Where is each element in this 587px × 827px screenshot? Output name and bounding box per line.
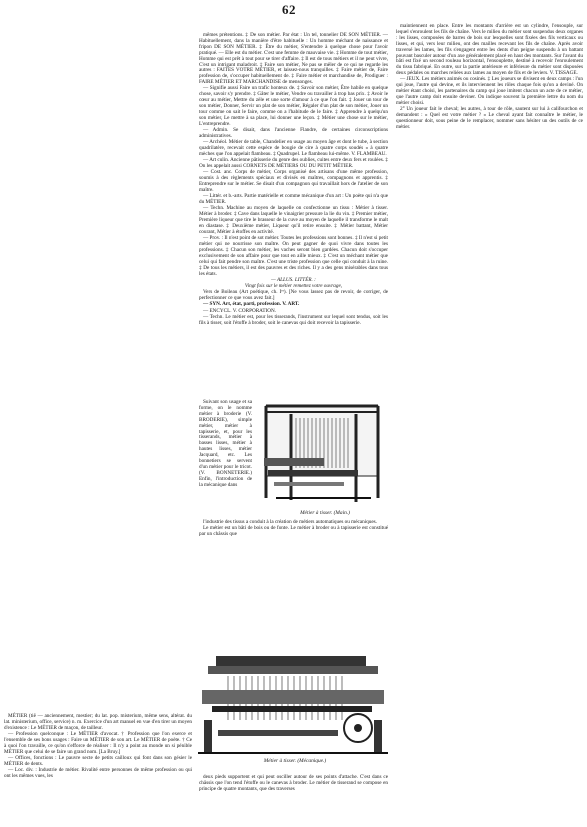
paragraph: Vingt fois sur le métier remettez votre ouvrage, [244,283,343,290]
figure-caption-mechanical-loom: Métier à tisser. (Mécanique.) [263,758,327,764]
paragraph: mêmes prétentions. ‡ De son métier. Par état : Un tel, tonnelier DE SON MÉTIER. — Habituellement, dans la manière d'être habituelle : Un homme méchant de naissance et fripon DE SON MÉTIER. ‡ Être du métier, S'entendre à quelque chose pour l'avoir pratiqué. — Elle est du métier. C'est une femme de mauvaise vie. ‡ Homme de tout métier, Homme qui est prêt à tout pour se tirer d'affaire. ‡ Il est de tous métiers et il ne peut vivre, C'est un intrigant maladroit. ‡ Faire son métier, Ne pas se mêler de ce qui ne regarde les autres : FAITES VOTRE MÉTIER, et laissez-nous tranquilles. ‡ Faire métier de, Faire profession de, s'occuper habituellement de. ‡ Faire métier et marchandise de, Prodiguer : FAIRE MÉTIER ET MARCHANDISE de mensonges. [199,32,388,86]
paragraph: — ALLUS. LITTÉR. : [271,276,316,283]
left-column [4,714,192,780]
page-number: 62 [282,2,296,17]
paragraph: — ENCYCL. V. CORPORATION. [203,307,277,314]
mechanical-loom-illustration [198,650,388,756]
paragraph: — Cost. anc. Corps de métier, Corps organisé des artisans d'une même profession, soumis à des règlements spéciaux et divisés en maîtres, compagnons et apprentis. ‡ Entreprendre sur le métier. Se disait d'un compagnon qui travaillait hors de l'atelier de son maître. [199,169,388,194]
paragraph: — Admin. Se disait, dans l'ancienne Flandre, de certaines circonscriptions administratives. [199,127,388,139]
paragraph: 2° Un joueur fait le cheval; les autres, à tour de rôle, sautent sur lui à califourchon et demandent : « Quel est votre métier ? » Le cheval ayant fait connaître le métier, le questionneur doit, sous peine de le remplacer, nommer sans hésiter un des outils de ce métier. [396,106,583,130]
middle-narrow-column [199,400,252,489]
paragraph: — JEUX. Les métiers animés ou cosinés. ‡ Les joueurs se divisent en deux camps : l'un qui joue, l'autre qui devine, et ils interviennent les rôles chaque fois qu'on a deviné. On métier étant choisi, les partenaires du camp qui joue imitent chacun un acte de ce métier, que l'autre camp doit ensuite deviner. On indique souvent la première lettre du nom du métier choisi. [396,76,583,107]
paragraph: — Archéol. Métier de table, Chandelier en usage au moyen âge et dont le tube, à section quadrilatère, recevait cette espèce de bougie de cire à quatre corps soudés « à quatre mèches que l'on appelait flambeau. ‡ Quadrupel. Le flambeau lui-même. V. FLAMBEAU. [199,139,388,158]
middle-column-lower [199,520,388,538]
paragraph: maintiennent en place. Entre les montants d'arrière est un cylindre, l'ensouple, sur lequel s'enroulent les fils de chaîne. Vers le milieu du métier sont suspendus deux organes : les lisses, composées de barres de bois sur lesquelles sont fixées des fils verticaux ou lisses, et qui, vers leur milieu, ont des mailles recevant les fils de chaîne. Après avoir traversé les lames, les fils s'engagent entre les dents d'un peigne suspendu à un battant pouvant basculer autour d'un axe généralement placé en haut des montants. Sur l'avant du bâti est fixé un second rouleau horizontal, l'ensouplette, destiné à recevoir l'enroulement du tissu fabriqué. En outre, sur la partie antérieure et inférieure du métier sont disposées deux pédales ou marches reliées aux lames au moyen de fils et de leviers. V. TISSAGE. [396,23,583,77]
paragraph: — Techn. Machine au moyen de laquelle on confectionne un tissu : Métier à tisser. Métier à broder. ‡ Cave dans laquelle le vinaigrier pressure la lie du vin. ‡ Premier métier, Première liqueur que tire le brasseur de la cuve au moyen de laquelle il transforme le malt en diastase. ‡ Deuxième métier, Liqueur qu'il retire ensuite. ‡ Métier battant, Métier courant, Métier à étoffes en activité. [199,205,388,235]
paragraph: — SYN. Art, état, parti, profession. V. ART. [203,301,300,308]
paragraph: — Offices, fonctions : Le pauvre secte de petits cailloux qui font dans son gésier le MÉTIER de dents. [4,754,192,767]
paragraph: — Loc. div. : Industrie de métier. Rivalité entre personnes de même profession ou qui ont les mêmes vues, les [4,767,192,779]
paragraph: — Signifie aussi Faire un trafic honteux de. ‡ Savoir son métier, Être habile en quelque chose, savoir s'y prendre. ‡ Gâter le métier, Vendre ou travailler à trop bas prix. ‡ Avoir le cœur au métier, Mettre du zèle et une sorte d'amour à ce que l'on fait. ‡ Jouer un tour de son métier, Donner, Servir un plat de son métier, Régaler d'un plat de son métier, Jouer un tour comme on sait le faire, comme on a l'habitude de le faire. ‡ Apprendre à quelqu'un son métier, Le mettre à sa place, lui donner une leçon. ‡ Métier une chose sur le métier, L'entreprendre. [199,85,388,127]
hand-loom-illustration [256,398,390,506]
paragraph: — Prov. : Il n'est point de sot métier. Toutes les professions sont bonnes. ‡ Il n'est si petit métier qui ne nourrisse son maître. On peut gagner de quoi vivre dans toutes les professions. ‡ Chacun son métier, les vaches seront bien gardées. Chacun doit s'occuper exclusivement de son affaire pour que tout en aille mieux. ‡ C'est un méchant métier que celui qui fait pendre son maître. C'est une triste profession que celle qui conduit à la ruine. ‡ De tous les métiers, il est des pauvres et des riches. Il y a des gens misérables dans tous les états. [199,235,388,277]
paragraph: l'industrie des tissus a conduit à la création de métiers automatiques ou mécaniques. [203,519,377,525]
paragraph: Vers de Boileau (Art poétique, ch. Iᵉʳ). [Ne vous lassez pas de revoir, de corriger, de perfectionner ce que vous avez fait.] [199,289,388,302]
middle-column-top [199,33,388,327]
paragraph: — Profession quelconque : Le MÉTIER d'avocat. † Profession que l'on exerce et l'ensemble de ses bons usages : Faire un MÉTIER de son art. Le MÉTIER de poète. † Ce à quoi l'on travaille, ce qu'on s'efforce de réaliser : Il n'y a point au monde un si pénible MÉTIER que celui de se faire un grand nom. [La Bruy.] [4,731,192,755]
paragraph: deux pieds supportent et qui peut osciller autour de ses points d'attache. C'est dans ce châssis que l'on tend l'étoffe ou le canevas à broder. Le métier de tisserand se compose en principe de quatre montants, que des traverses [199,774,388,792]
paragraph: MÉTIER (tiê — anciennement, mestier; du lat. pop. misterium, même sens, altérat. du lat. ministerium, office, service) n. m. Exercice d'un art manuel en vue d'en tirer un moyen d'existence : Le MÉTIER de maçon, de tailleur. [4,713,192,731]
paragraph: — Littér. et b.-arts. Partie matérielle et comme mécanique d'un art : Un poète qui n'a que du MÉTIER. [199,193,388,206]
middle-column-bottom [199,775,388,793]
paragraph: Le métier est un bâti de bois ou de fonte. Le métier à broder ou à tapisserie est constitué par un châssis que [199,525,388,538]
right-column [396,24,583,131]
figure-caption-hand-loom: Métier à tisser. (Main.) [300,510,350,516]
paragraph: — Techn. Le métier est, pour les tisserands, l'instrument sur lequel sont tendus, soit les fils à tisser, soit l'étoffe à broder, soit le canevas qui doit recevoir la tapisserie. [199,313,388,326]
paragraph: Suivant son usage et sa forme, on le nomme métier à broderie (V. BRODERIE), simple métier, métier à tapisserie, et, pour les tisserands, métier à basses lisses, métier à hautes lisses, métier Jacquard, etc. Les bonnetiers se servent d'un métier pour le tricot. (V. BONNETERIE.) Enfin, l'introduction de la mécanique dans [199,399,252,488]
paragraph: — Art culin. Ancienne pâtisserie du genre des oublies, cuites entre deux fers et roulées. ‡ On les appelait aussi CORNETS DE MÉTIERS OU DU PETIT MÉTIER. [199,157,388,170]
